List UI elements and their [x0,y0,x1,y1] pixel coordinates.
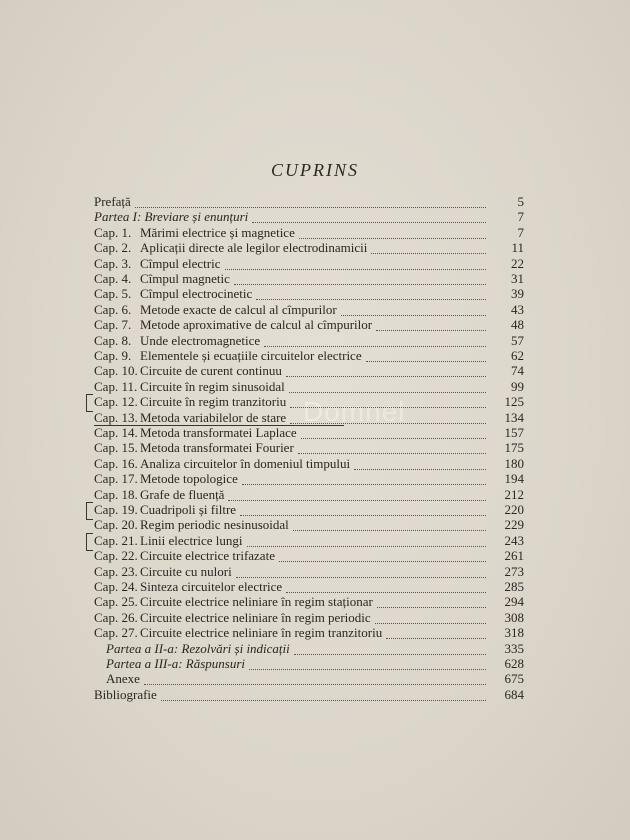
page-number: 194 [504,471,524,487]
dot-leader [293,528,486,531]
chapter-title: Regim periodic nesinusoidal [140,517,289,533]
dot-leader [386,636,486,639]
page-number: 31 [511,271,524,286]
chapter-title: Sinteza circuitelor electrice [140,579,283,594]
toc-entry [94,502,524,518]
toc-entry [94,517,524,533]
dot-leader [234,282,486,285]
chapter-title: Metode aproximative de calcul al cîmpurilor [140,317,373,333]
page-number: 57 [511,332,524,348]
toc-entry [94,379,524,395]
dot-leader [376,328,486,331]
pencil-bracket-mark [86,394,93,412]
dot-leader [371,251,486,254]
toc-entry [94,671,524,687]
toc-entry [94,271,524,287]
dot-leader [279,559,486,562]
chapter-number: Cap. 16. [94,455,138,471]
page-number: 48 [511,317,524,333]
dot-leader [289,390,486,393]
chapter-title: Circuite electrice neliniare în regim staționar [140,594,373,610]
toc-entry [94,533,524,549]
chapter-title: Cuadripoli și filtre [140,502,237,517]
dot-leader [240,513,486,516]
chapter-title: Circuite în regim tranzitoriu [140,394,287,410]
toc-entry [94,302,524,318]
chapter-number: Cap. 22. [94,548,138,564]
chapter-title: Circuite electrice neliniare în regim periodic [140,609,371,625]
chapter-number: Cap. 25. [94,594,138,610]
page-number: 125 [504,394,524,410]
chapter-number: Cap. 18. [94,486,138,502]
toc-entry [94,610,524,626]
chapter-number: Cap. 12. [94,394,138,410]
chapter-number: Cap. 11. [94,378,138,394]
dot-leader [144,682,486,685]
chapter-title: Metode topologice [140,471,238,487]
chapter-number: Cap. 9. [94,348,132,363]
dot-leader [298,451,486,454]
page-number: 220 [504,502,524,517]
watermark-text: Domnel [303,396,406,427]
chapter-number: Cap. 24. [94,579,138,594]
chapter-number: Cap. 26. [94,609,138,625]
chapter-number: Cap. 1. [94,224,132,240]
dot-leader [228,498,486,501]
chapter-title: Analiza circuitelor în domeniul timpului [140,455,351,471]
toc-entry [94,348,524,364]
pencil-bracket-mark [86,533,93,551]
page-number: 684 [504,686,524,702]
toc-entry [94,656,524,672]
chapter-title: Circuite electrice trifazate [140,548,275,564]
dot-leader [249,667,486,670]
dot-leader [290,405,486,408]
chapter-number: Cap. 19. [94,502,138,517]
dot-leader [247,544,486,547]
chapter-title: Aplicații directe ale legilor electrodinamicii [140,240,368,256]
dot-leader [252,220,486,223]
page-number: 318 [504,625,524,641]
dot-leader [286,590,486,593]
page-title: CUPRINS [271,160,359,180]
chapter-title: Circuite de curent continuu [140,363,282,379]
dot-leader [286,374,486,377]
dot-leader [294,652,486,655]
toc-entry [94,194,524,210]
page-number: 5 [517,194,524,209]
chapter-title: Metoda variabilelor de stare [140,409,287,425]
chapter-number: Cap. 13. [94,409,138,425]
dot-leader [264,344,486,347]
chapter-number: Cap. 8. [94,332,132,348]
chapter-number: Cap. 15. [94,440,138,456]
chapter-number: Cap. 10. [94,363,138,379]
page-number: 675 [504,671,524,687]
toc-entry [94,394,524,410]
page-number: 22 [511,255,524,271]
chapter-number: Cap. 27. [94,625,138,641]
page-number: 261 [504,548,524,564]
page-number: 39 [511,286,524,302]
chapter-number: Cap. 6. [94,301,132,317]
toc-entry [94,440,524,456]
toc-entry [94,256,524,272]
page-number: 335 [504,640,524,656]
chapter-title: Cîmpul electric [140,255,221,271]
toc-entry [94,548,524,564]
page-number: 175 [504,440,524,456]
chapter-number: Cap. 5. [94,286,132,302]
chapter-title: Metode exacte de calcul al cîmpurilor [140,301,337,317]
toc-entry [94,579,524,595]
toc-entry [94,410,524,426]
chapter-title: Grafe de fluență [140,486,225,502]
page-number: 285 [504,579,524,594]
chapter-title: Circuite în regim sinusoidal [140,378,285,394]
dot-leader [299,236,486,239]
toc-entry [94,487,524,503]
dot-leader [377,605,486,608]
page-number: 229 [504,517,524,533]
chapter-title: Metoda transformatei Laplace [140,425,297,440]
chapter-number: Cap. 14. [94,425,138,440]
chapter-title: Partea a III-a: Răspunsuri [106,656,246,671]
toc-entry [94,687,524,703]
toc-entry [94,286,524,302]
page-number: 294 [504,594,524,610]
page-number: 212 [504,486,524,502]
page-number: 74 [511,363,524,379]
chapter-title: Partea I: Breviare și enunțuri [94,209,249,225]
dot-leader [161,698,486,701]
toc-entry [94,594,524,610]
dot-leader [135,205,486,208]
page-number: 273 [504,563,524,579]
chapter-number: Cap. 3. [94,255,132,271]
chapter-title: Bibliografie [94,686,157,702]
dot-leader [290,421,486,424]
toc-entry [94,425,524,441]
chapter-title: Metoda transformatei Fourier [140,440,294,456]
page-number: 134 [504,409,524,425]
chapter-number: Cap. 4. [94,271,132,286]
page-number: 243 [504,532,524,548]
dot-leader [301,436,486,439]
toc-entry [94,641,524,657]
chapter-title: Mărimi electrice și magnetice [140,224,295,240]
chapter-number: Cap. 17. [94,471,138,487]
dot-leader [225,267,486,270]
dot-leader [375,621,486,624]
chapter-number: Cap. 23. [94,563,138,579]
dot-leader [366,359,486,362]
chapter-number: Cap. 21. [94,532,138,548]
page-number: 628 [504,656,524,671]
page-number: 11 [511,240,524,256]
chapter-title: Circuite electrice neliniare în regim tranzitoriu [140,625,383,641]
toc-entry [94,625,524,641]
toc-entry [94,225,524,241]
chapter-title: Linii electrice lungi [140,532,243,548]
toc-entry [94,564,524,580]
chapter-number: Cap. 20. [94,517,138,533]
page-number: 7 [517,209,524,225]
page-number: 62 [511,348,524,363]
page-number: 308 [504,609,524,625]
dot-leader [242,482,486,485]
chapter-title: Prefață [94,194,131,209]
chapter-title: Cîmpul electrocinetic [140,286,253,302]
page-number: 7 [517,224,524,240]
toc-entry [94,209,524,225]
toc-entry [94,333,524,349]
chapter-title: Anexe [106,671,140,687]
toc-entry [94,456,524,472]
chapter-title: Cîmpul magnetic [140,271,230,286]
dot-leader [354,467,486,470]
toc-entry [94,317,524,333]
toc-entry [94,471,524,487]
dot-leader [341,313,486,316]
chapter-title: Unde electromagnetice [140,332,261,348]
dot-leader [256,297,486,300]
toc-entry [94,363,524,379]
page-number: 157 [504,425,524,440]
page-number: 43 [511,301,524,317]
chapter-title: Elementele și ecuațiile circuitelor electrice [140,348,362,363]
chapter-title: Circuite cu nulori [140,563,232,579]
dot-leader [236,575,486,578]
chapter-title: Partea a II-a: Rezolvări și indicații [106,640,290,656]
toc-entry [94,240,524,256]
page-number: 180 [504,455,524,471]
pencil-bracket-mark [86,502,93,520]
chapter-number: Cap. 7. [94,317,132,333]
chapter-number: Cap. 2. [94,240,132,256]
page-number: 99 [511,378,524,394]
